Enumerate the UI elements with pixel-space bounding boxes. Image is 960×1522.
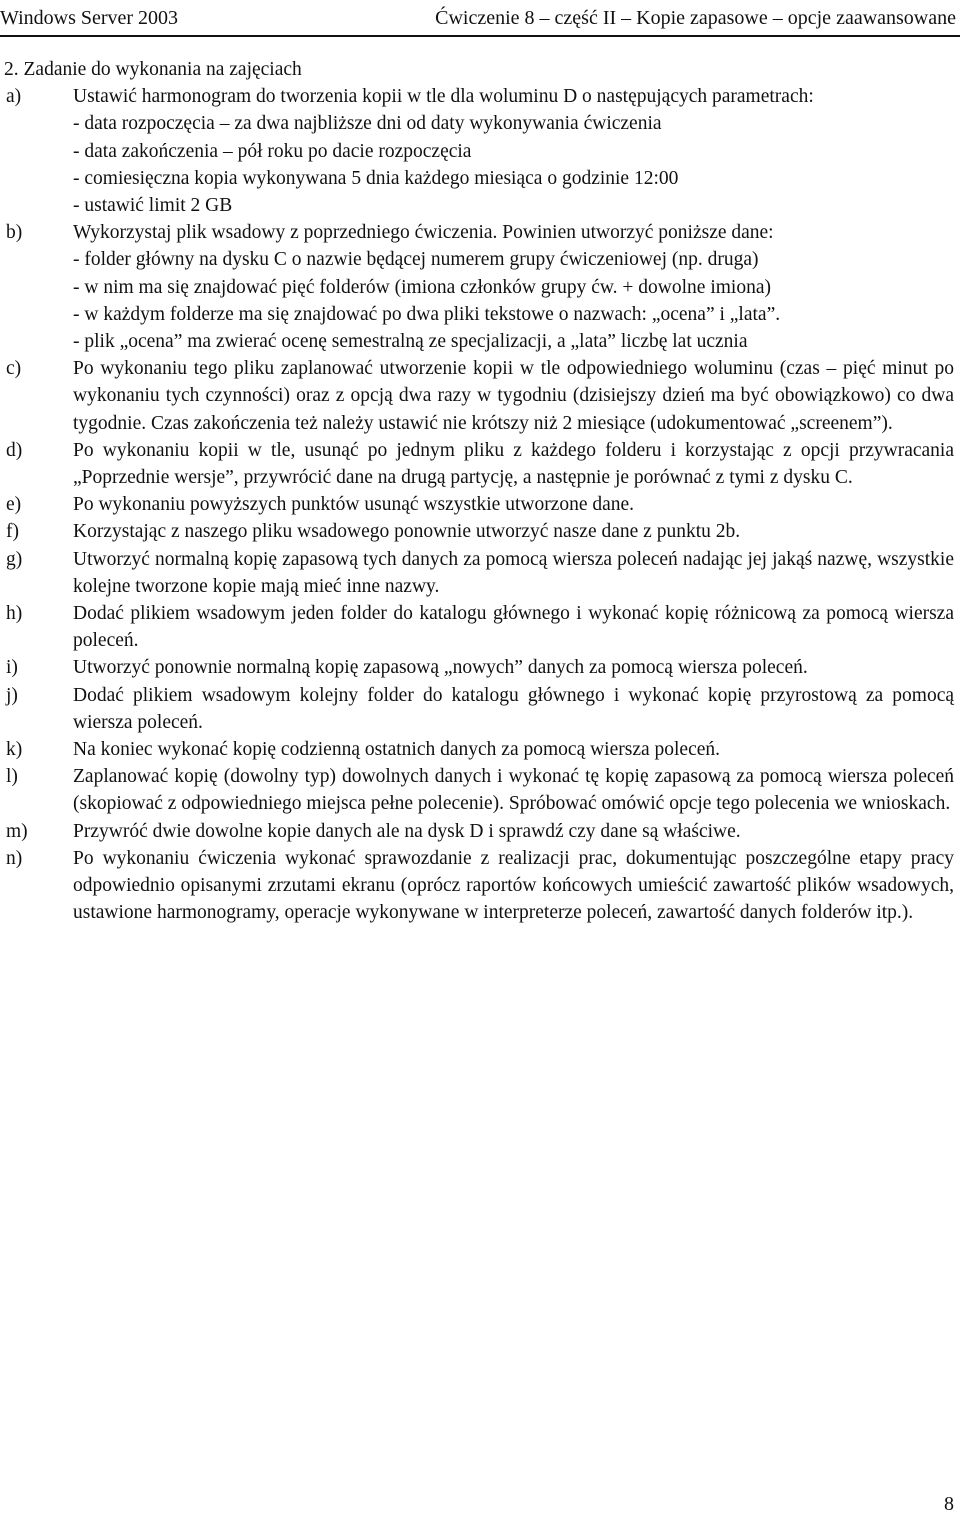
task-item-text: Po wykonaniu tego pliku zaplanować utworzenie kopii w tle odpowiedniego woluminu (czas – pięć minut po wykonaniu tych czynności) oraz z opcją dwa razy w tygodniu (dzisiejszy dzień ma być obowiązkowo) co dwa tygodnie. Czas zakończenia też należy ustawić nie krótszy niż 2 miesiące (udokumentować „screenem”). [73, 358, 954, 434]
task-item-text: Korzystając z naszego pliku wsadowego ponownie utworzyć nasze dane z punktu 2b. [73, 521, 741, 543]
task-item-label: c) [6, 358, 22, 380]
task-item-label: e) [6, 494, 22, 516]
task-item-text: Po wykonaniu powyższych punktów usunąć wszystkie utworzone dane. [73, 494, 635, 516]
task-item-text: Zaplanować kopię (dowolny typ) dowolnych danych i wykonać tę kopię zapasową za pomocą wiersza poleceń (skopiować z odpowiedniego miejsca pełne polecenie). Spróbować omówić opcje tego polecenia we wnioskach. [73, 766, 954, 815]
page-number: 8 [944, 1493, 954, 1515]
document-body [0, 56, 954, 927]
header-right-title: Ćwiczenie 8 – część II – Kopie zapasowe – opcje zaawansowane [435, 7, 956, 29]
task-item-text: Na koniec wykonać kopię codzienną ostatnich danych za pomocą wiersza poleceń. [73, 739, 721, 761]
task-item-g [0, 546, 954, 600]
task-item-label: g) [6, 548, 23, 570]
task-item-text: Utworzyć ponownie normalną kopię zapasową „nowych” danych za pomocą wiersza poleceń. [73, 657, 808, 679]
header-rule [0, 35, 960, 37]
task-item-text: Po wykonaniu kopii w tle, usunąć po jednym pliku z każdego folderu i korzystając z opcji przywracania „Poprzednie wersje”, przywrócić dane na drugą partycję, a następnie je porównać z tymi z dysku C. [73, 439, 954, 489]
task-subitem: - folder główny na dysku C o nazwie będącej numerem grupy ćwiczeniowej (np. druga) [73, 249, 759, 271]
task-item-f [0, 518, 954, 545]
task-item-text: Dodać plikiem wsadowym kolejny folder do katalogu głównego i wykonać kopię przyrostową za pomocą wiersza poleceń. [73, 684, 954, 733]
task-item-l [0, 763, 954, 817]
task-subitem: - data zakończenia – pół roku po dacie rozpoczęcia [73, 140, 472, 162]
task-item-m [0, 818, 954, 845]
task-item-i [0, 654, 954, 681]
task-item-e [0, 491, 954, 518]
section-title: 2. Zadanie do wykonania na zajęciach [4, 59, 302, 80]
task-list [0, 83, 954, 926]
task-item-j [0, 682, 954, 736]
task-item-label: a) [6, 86, 22, 108]
task-item-text: Przywróć dwie dowolne kopie danych ale na dysk D i sprawdź czy dane są właściwe. [73, 820, 741, 842]
task-subitem: - comiesięczna kopia wykonywana 5 dnia każdego miesiąca o godzinie 12:00 [73, 167, 679, 189]
task-item-h [0, 600, 954, 654]
task-item-label: b) [6, 222, 23, 244]
task-item-label: f) [6, 521, 19, 543]
task-item-d [0, 437, 954, 491]
task-item-label: d) [6, 439, 23, 461]
task-item-text: Ustawić harmonogram do tworzenia kopii w tle dla woluminu D o następujących parametrach: [73, 86, 814, 108]
task-item-a [0, 83, 954, 219]
task-item-label: i) [6, 657, 18, 679]
task-item-label: k) [6, 739, 23, 761]
task-item-text: Po wykonaniu ćwiczenia wykonać sprawozdanie z realizacji prac, dokumentując poszczególne etapy pracy odpowiednio opisanymi zrzutami ekranu (oprócz raportów końcowych umieścić zawartość plików wsadowych, ustawione harmonogramy, operacje wykonywane w interpreterze poleceń, zawartość danych folderów itp.). [73, 847, 954, 924]
task-subitem: - plik „ocena” ma zwierać ocenę semestralną ze specjalizacji, a „lata” liczbę lat ucznia [73, 331, 748, 353]
task-item-n [0, 845, 954, 927]
task-subitem: - w nim ma się znajdować pięć folderów (imiona członków grupy ćw. + dowolne imiona) [73, 276, 771, 298]
task-item-text: Dodać plikiem wsadowym jeden folder do katalogu głównego i wykonać kopię różnicową za pomocą wiersza poleceń. [73, 603, 954, 652]
task-subitem: - ustawić limit 2 GB [73, 195, 233, 217]
task-item-text: Wykorzystaj plik wsadowy z poprzedniego ćwiczenia. Powinien utworzyć poniższe dane: [73, 222, 774, 244]
task-item-label: j) [6, 684, 18, 706]
task-subitem: - w każdym folderze ma się znajdować po dwa pliki tekstowe o nazwach: „ocena” i „lata”. [73, 303, 781, 325]
task-item-label: l) [6, 766, 18, 788]
task-item-text: Utworzyć normalną kopię zapasową tych danych za pomocą wiersza poleceń nadając jej jakąś nazwę, wszystkie kolejne tworzone kopie mają mieć inne nazwy. [73, 548, 954, 597]
task-item-c [0, 355, 954, 437]
task-item-k [0, 736, 954, 763]
task-subitem: - data rozpoczęcia – za dwa najbliższe dni od daty wykonywania ćwiczenia [73, 113, 662, 135]
task-item-label: n) [6, 847, 23, 869]
header-left-title: Windows Server 2003 [0, 7, 179, 29]
page-header [0, 4, 960, 32]
task-item-label: h) [6, 603, 23, 625]
task-item-label: m) [6, 820, 28, 842]
task-item-b [0, 219, 954, 355]
